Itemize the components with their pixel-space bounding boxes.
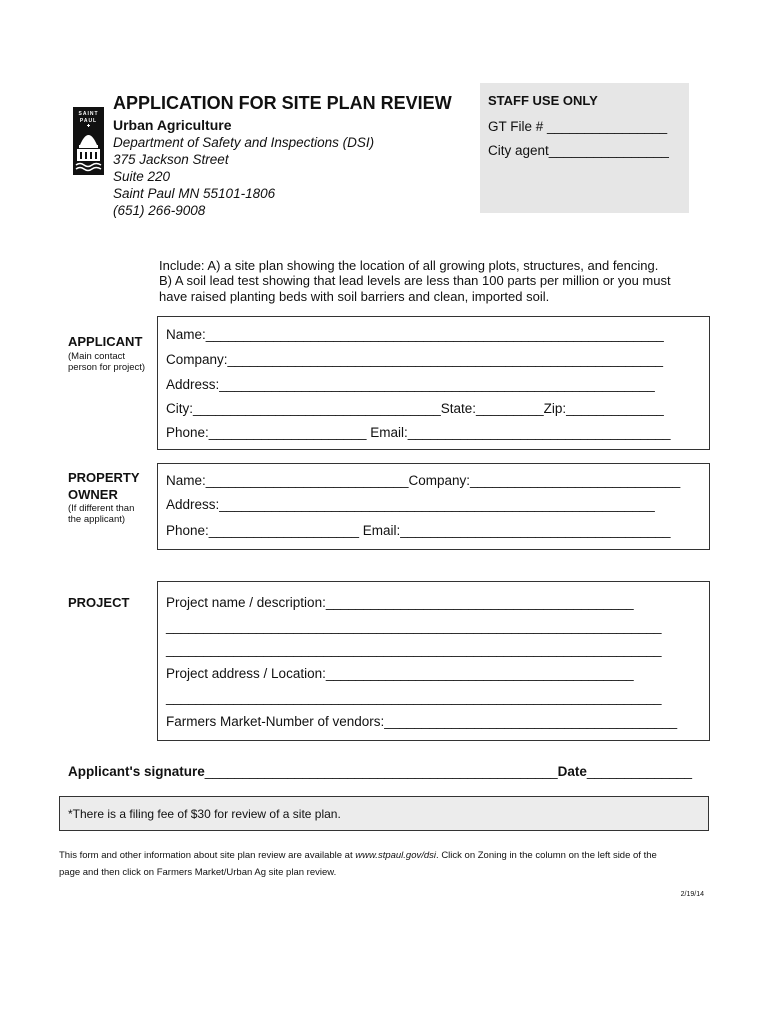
website-link[interactable]: www.stpaul.gov/dsi [355, 850, 437, 861]
vendors-count-field[interactable]: Farmers Market-Number of vendors:_______________________________________ [166, 714, 678, 729]
include-line-2: B) A soil lead test showing that lead levels are less than 100 parts per million or you must [159, 273, 671, 288]
applicant-sub-2: person for project) [68, 362, 146, 373]
city-state-zip: Saint Paul MN 55101-1806 [113, 186, 276, 201]
cathedral-icon [73, 107, 104, 175]
street-address: 375 Jackson Street [113, 152, 229, 167]
applicant-sub-1: (Main contact [68, 351, 126, 362]
logo-text-saint: SAINT [78, 111, 99, 117]
footer-text-pre: This form and other information about site plan review are available at [59, 850, 356, 861]
owner-name-company-field[interactable]: Name:___________________________Company:____________________________ [166, 473, 681, 488]
gt-file-field[interactable]: GT File # ________________ [488, 119, 668, 134]
project-name-field[interactable]: Project name / description:_________________________________________ [166, 595, 634, 610]
footer-text-post: . Click on Zoning in the column on the left side of the [436, 850, 657, 861]
project-label: PROJECT [68, 595, 130, 610]
applicant-label: APPLICANT [68, 334, 143, 349]
signature-line[interactable]: _______________________________________________ [204, 764, 558, 779]
fee-note: *There is a filing fee of $30 for review of a site plan. [68, 807, 341, 821]
date-label: Date [557, 764, 587, 779]
owner-sub-2: the applicant) [68, 514, 126, 525]
project-description-line-2[interactable]: __________________________________________________________________ [166, 642, 662, 657]
applicant-name-field[interactable]: Name:_____________________________________________________________ [166, 327, 664, 342]
staff-use-title: STAFF USE ONLY [488, 93, 598, 108]
signature-label: Applicant's signature [68, 764, 205, 779]
project-address-field[interactable]: Project address / Location:_________________________________________ [166, 666, 634, 681]
project-description-line-1[interactable]: __________________________________________________________________ [166, 619, 662, 634]
owner-phone-email-field[interactable]: Phone:____________________ Email:____________________________________ [166, 523, 671, 538]
logo-text-paul: PAUL [79, 118, 98, 124]
form-subtitle: Urban Agriculture [113, 117, 232, 133]
saint-paul-logo [73, 107, 104, 175]
revision-date: 2/19/14 [680, 891, 704, 898]
suite: Suite 220 [113, 169, 171, 184]
owner-address-field[interactable]: Address:__________________________________________________________ [166, 497, 655, 512]
applicant-company-field[interactable]: Company:__________________________________________________________ [166, 352, 663, 367]
form-title: APPLICATION FOR SITE PLAN REVIEW [113, 93, 452, 113]
applicant-city-state-zip-field[interactable]: City:_________________________________State:_________Zip:_____________ [166, 401, 664, 416]
applicant-address-field[interactable]: Address:__________________________________________________________ [166, 377, 655, 392]
footer-line-1 [59, 850, 657, 861]
project-address-line-2[interactable]: __________________________________________________________________ [166, 690, 662, 705]
department-name: Department of Safety and Inspections (DSI) [113, 135, 375, 150]
date-line[interactable]: ______________ [586, 764, 693, 779]
footer-line-2: page and then click on Farmers Market/Urban Ag site plan review. [59, 867, 337, 878]
include-line-1: Include: A) a site plan showing the location of all growing plots, structures, and fencing. [159, 258, 659, 273]
phone-number: (651) 266-9008 [113, 203, 206, 218]
city-agent-field[interactable]: City agent________________ [488, 143, 669, 158]
include-line-3: have raised planting beds with soil barriers and clean, imported soil. [159, 289, 550, 304]
applicant-phone-email-field[interactable]: Phone:_____________________ Email:___________________________________ [166, 425, 671, 440]
owner-label-2: OWNER [68, 487, 118, 502]
signature-row[interactable] [68, 764, 692, 779]
owner-sub-1: (If different than [68, 503, 135, 514]
owner-label-1: PROPERTY [68, 470, 140, 485]
